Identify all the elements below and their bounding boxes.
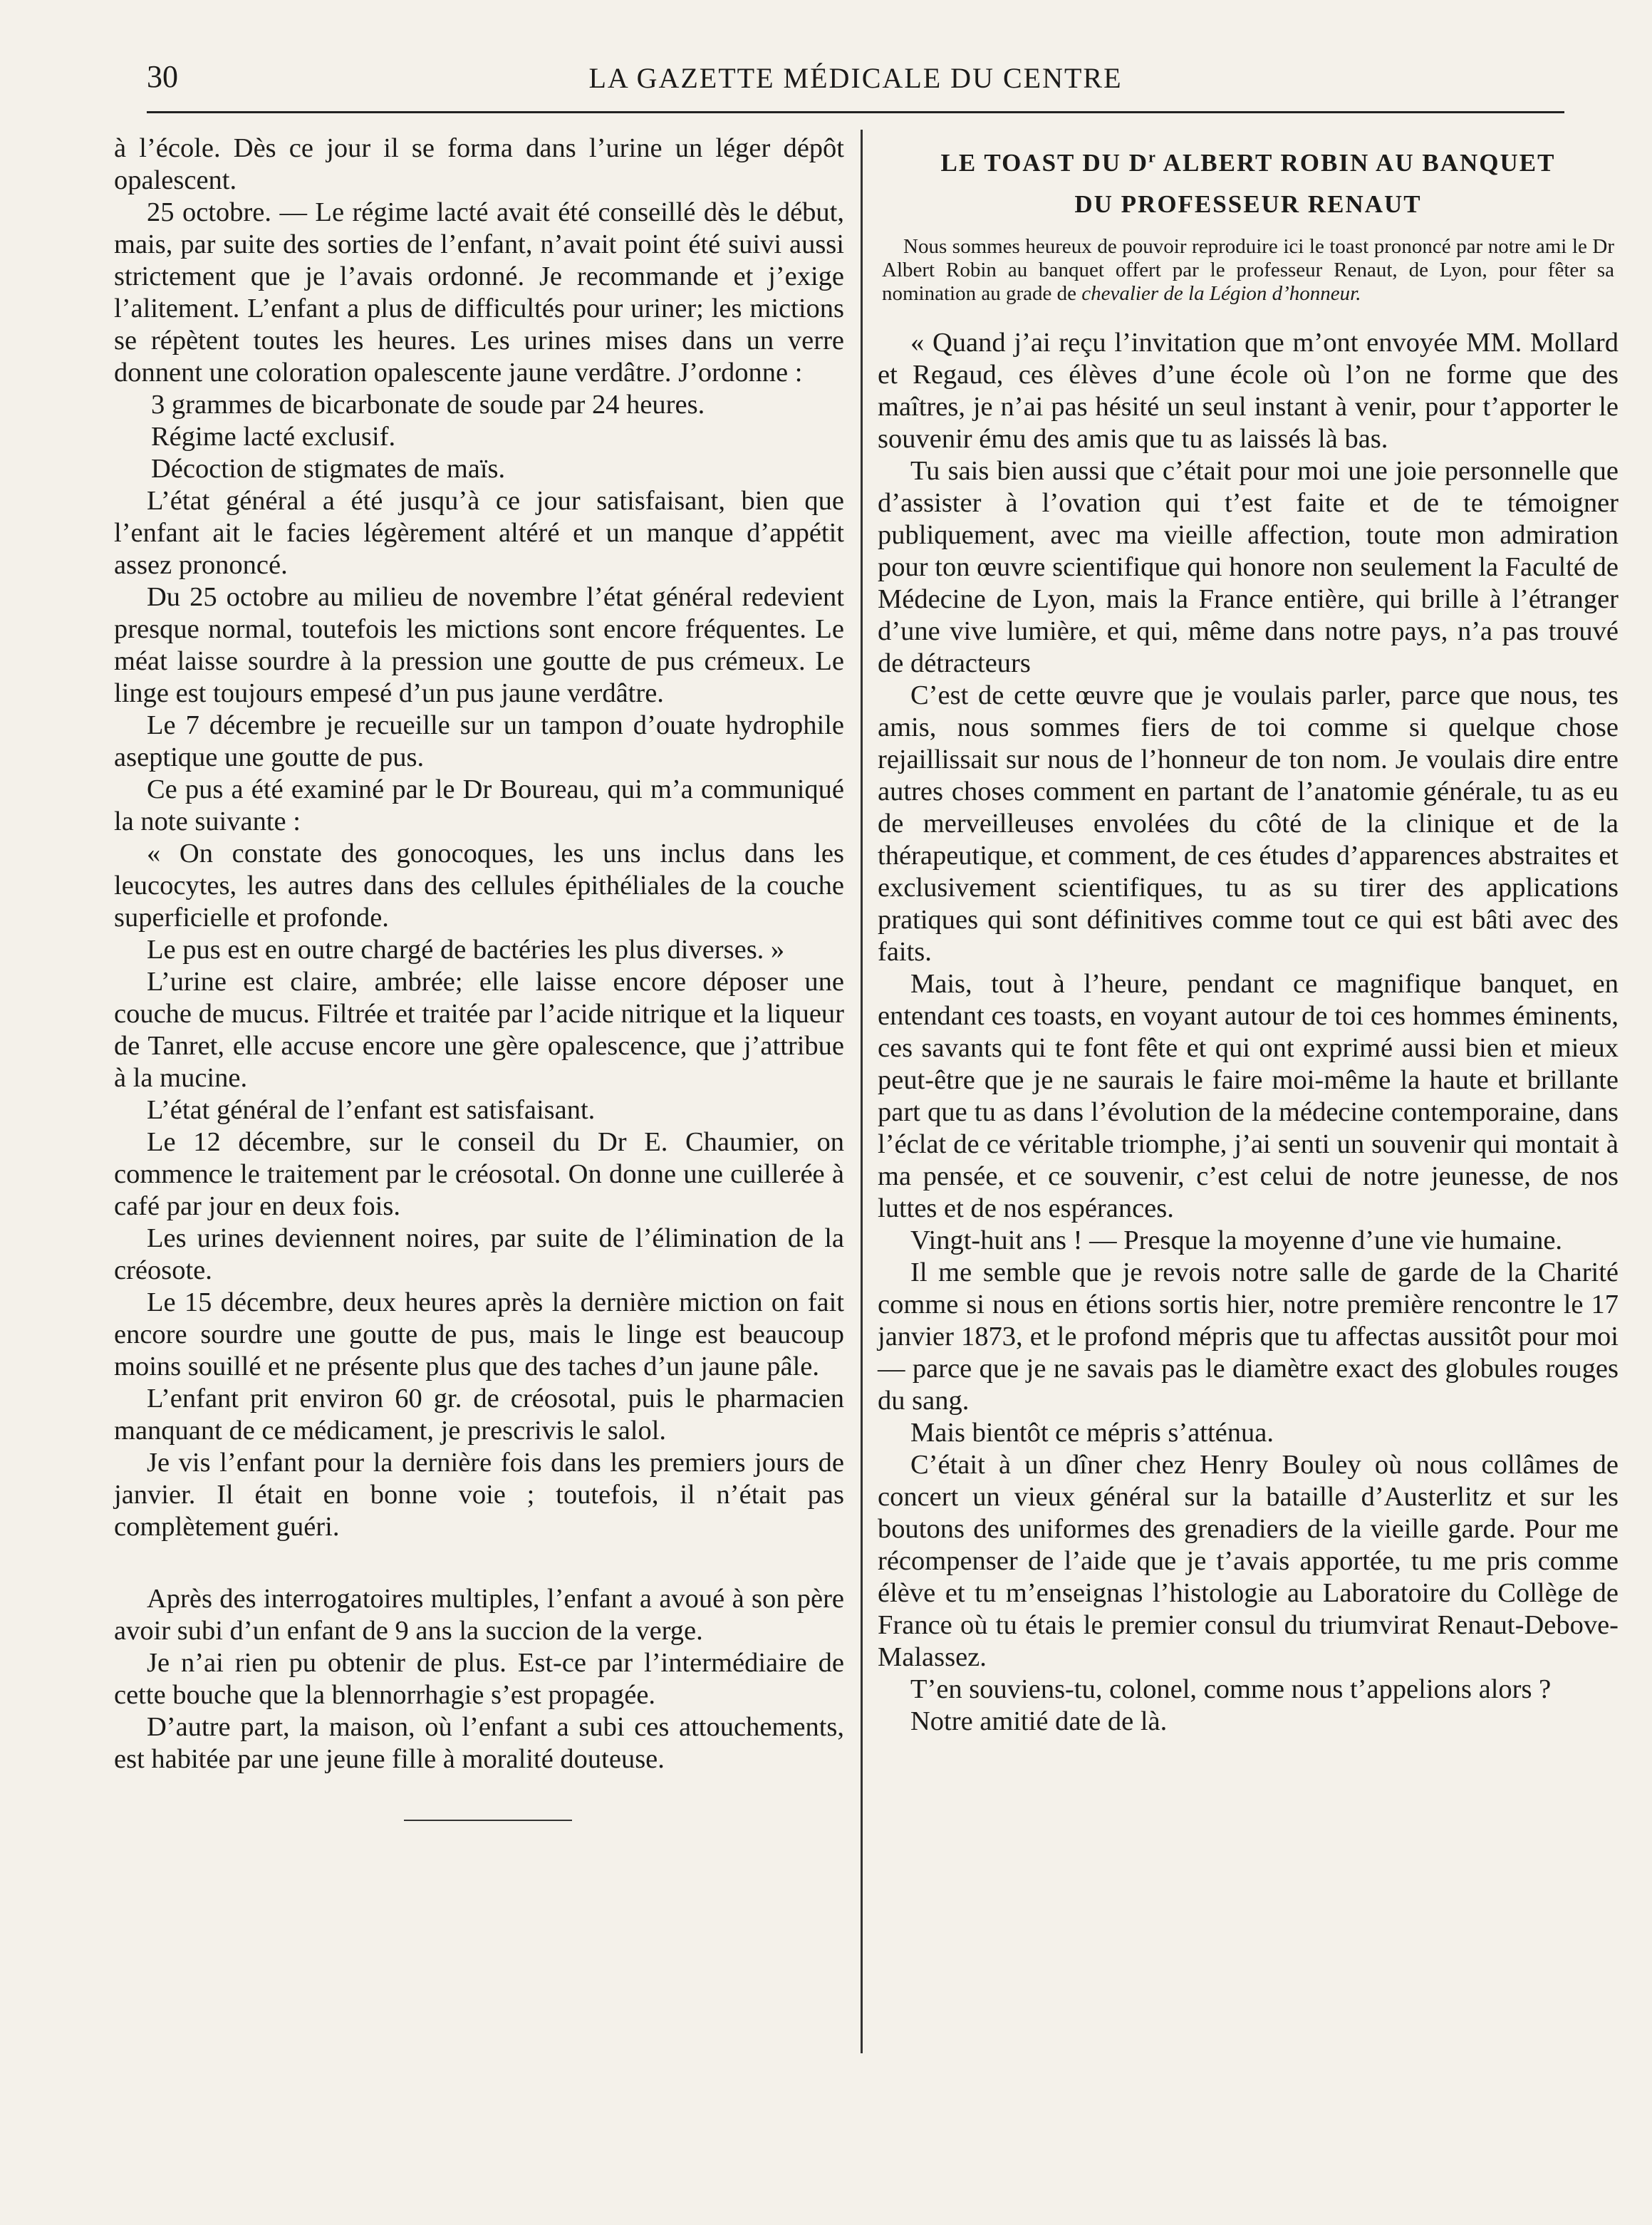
paragraph: « Quand j’ai reçu l’invitation que m’ont envoyée MM. Mollard et Regaud, ces élèves d’une école où l’on ne forme que des maîtres, je n’ai pas hésité un seul instant à venir, pour t’apporter le souvenir ému des amis que tu as laissés là bas.: [878, 328, 1619, 454]
paragraph: Ce pus a été examiné par le Dr Boureau, qui m’a communiqué la note suivante :: [114, 774, 844, 836]
intro-italic: chevalier de la Légion d’honneur.: [1081, 282, 1361, 305]
page-header: [147, 58, 1564, 108]
title-text: ALBERT ROBIN AU BANQUET: [1156, 149, 1556, 177]
paragraph: Les urines deviennent noires, par suite de l’élimination de la créosote.: [114, 1223, 844, 1285]
paragraph: Le 15 décembre, deux heures après la dernière miction on fait encore sourdre une goutte de pus, mais le linge est beaucoup moins souillé et ne présente plus que des taches d’un jaune pâle.: [114, 1287, 844, 1381]
paragraph: Vingt-huit ans ! — Presque la moyenne d’une vie humaine.: [910, 1225, 1563, 1255]
paragraph: Le 12 décembre, sur le conseil du Dr E. Chaumier, on commence le traitement par le créosotal. On donne une cuillerée à café par jour en deux fois.: [114, 1127, 844, 1221]
paragraph: L’enfant prit environ 60 gr. de créosotal, puis le pharmacien manquant de ce médicament, je prescrivis le salol.: [114, 1384, 844, 1446]
paragraph: Mais, tout à l’heure, pendant ce magnifique banquet, en entendant ces toasts, en voyant autour de toi ces hommes éminents, ces savants qui te font fête et qui ont exprimé aussi bien et mieux peut-être que je ne saurais le faire moi-même la haute et brillante part que tu as dans l’évolution de la médecine contemporaine, dans l’éclat de ce véritable triomphe, j’ai senti un souvenir qui montait à ma pensée, et ce souvenir, c’est celui de notre jeunesse, de nos luttes et de nos espérances.: [878, 969, 1619, 1223]
paragraph: L’état général de l’enfant est satisfaisant.: [147, 1095, 596, 1125]
paragraph: Tu sais bien aussi que c’était pour moi une joie personnelle que d’assister à l’ovation qui t’est faite et de te témoigner publiquement, avec ma vieille affection, toute mon admiration pour ton œuvre scientifique qui honore non seulement la Faculté de Médecine de Lyon, mais la France entière, qui brille à l’étranger d’une vive lumière, et qui, même dans notre pays, n’a pas trouvé de détracteurs: [878, 456, 1619, 678]
paragraph: D’autre part, la maison, où l’enfant a subi ces attouchements, est habitée par une jeune fille à moralité douteuse.: [114, 1712, 844, 1774]
paragraph: L’état général a été jusqu’à ce jour satisfaisant, bien que l’enfant ait le facies légèrement altéré et un manque d’appétit assez prononcé.: [114, 486, 844, 580]
paragraph: Il me semble que je revois notre salle de garde de la Charité comme si nous en étions sortis hier, notre première rencontre le 17 janvier 1873, et le profond mépris que tu affectas aussitôt pour moi — parce que je ne savais pas le diamètre exact des globules rouges du sang.: [878, 1257, 1619, 1416]
paragraph: C’était à un dîner chez Henry Bouley où nous collâmes de concert un vieux général sur la bataille d’Austerlitz et sur les boutons des uniformes des grenadiers de la vieille garde. Pour me récompenser de l’aide que je t’avais apportée, tu me pris comme élève et tu m’enseignas l’histologie au Laboratoire du Collège de France où tu étais le premier consul du triumvirat Renaut-Debove-Malassez.: [878, 1450, 1619, 1672]
title-text: LE TOAST DU D: [940, 149, 1149, 177]
header-rule: [147, 111, 1564, 113]
paragraph: C’est de cette œuvre que je voulais parler, parce que nous, tes amis, nous sommes fiers de toi comme si quelque chose rejaillissait sur nous de l’honneur de ton nom. Je voulais dire entre autres choses comment en partant de l’anatomie générale, tu as eu de merveilleuses envolées du côté de la clinique et de la thérapeutique, et comment, de ces études d’apparences abstraites et exclusivement scientifiques, tu as su tirer des applications pratiques qui sont définitives comme tout ce qui est bâti avec des faits.: [878, 680, 1619, 967]
paragraph: Le pus est en outre chargé de bactéries les plus diverses. »: [147, 935, 785, 965]
paragraph: Le 7 décembre je recueille sur un tampon d’ouate hydrophile aseptique une goutte de pus.: [114, 710, 844, 772]
toast-text: [878, 327, 1619, 1738]
paragraph: Mais bientôt ce mépris s’atténua.: [910, 1418, 1274, 1448]
article-title-line-2: DU PROFESSEUR RENAUT: [1074, 190, 1422, 218]
intro-text: Nous sommes heureux de pouvoir reproduire ici le toast prononcé par notre ami le Dr Albert Robin au banquet offert par le professeur Renaut, de Lyon, pour fêter sa nomination au grade de: [882, 235, 1614, 305]
page-number: 30: [147, 59, 178, 94]
paragraph: Du 25 octobre au milieu de novembre l’état général redevient presque normal, toutefois les mictions sont encore fréquentes. Le méat laisse sourdre à la pression une goutte de pus crémeux. Le linge est toujours empesé d’un pus jaune verdâtre.: [114, 582, 844, 708]
column-divider: [861, 130, 863, 2053]
paragraph: T’en souviens-tu, colonel, comme nous t’appelions alors ?: [910, 1674, 1552, 1704]
paragraph: L’urine est claire, ambrée; elle laisse encore déposer une couche de mucus. Filtrée et traitée par l’acide nitrique et la liqueur de Tanret, elle accuse encore une gère opalescence, que j’attribue à la mucine.: [114, 967, 844, 1093]
article-title: [878, 142, 1619, 225]
paragraph: Après des interrogatoires multiples, l’enfant a avoué à son père avoir subi d’un enfant de 9 ans la succion de la verge.: [114, 1584, 844, 1646]
prescription-item: Décoction de stigmates de maïs.: [151, 454, 506, 484]
left-column: [114, 133, 844, 1821]
article-end-rule: [404, 1820, 572, 1821]
paragraph: à l’école. Dès ce jour il se forma dans l’urine un léger dépôt opalescent.: [114, 133, 844, 195]
prescription-list: [114, 389, 844, 485]
prescription-item: 3 grammes de bicarbonate de soude par 24 heures.: [151, 390, 705, 420]
prescription-item: Régime lacté exclusif.: [151, 422, 396, 452]
paragraph: « On constate des gonocoques, les uns inclus dans les leucocytes, les autres dans des cellules épithéliales de la couche superficielle et profonde.: [114, 839, 844, 933]
right-column: [878, 133, 1619, 1738]
article-intro: [882, 235, 1614, 306]
paragraph: Je vis l’enfant pour la dernière fois dans les premiers jours de janvier. Il était en bonne voie ; toutefois, il n’était pas complètement guéri.: [114, 1448, 844, 1542]
title-superscript: r: [1148, 147, 1157, 166]
article-title-line-1: [878, 142, 1619, 184]
paragraph: 25 octobre. — Le régime lacté avait été conseillé dès le début, mais, par suite des sorties de l’enfant, n’avait point été suivi aussi strictement que je l’avais ordonné. Je recommande et j’exige l’alitement. L’enfant a plus de difficultés pour uriner; les mictions se répètent toutes les heures. Les urines mises dans un verre donnent une coloration opalescente jaune verdâtre. J’ordonne :: [114, 197, 844, 388]
paragraph: Notre amitié date de là.: [910, 1706, 1168, 1736]
section-gap: [114, 1543, 844, 1583]
journal-title: LA GAZETTE MÉDICALE DU CENTRE: [588, 62, 1123, 94]
paragraph: Je n’ai rien pu obtenir de plus. Est-ce par l’intermédiaire de cette bouche que la blennorrhagie s’est propagée.: [114, 1648, 844, 1710]
